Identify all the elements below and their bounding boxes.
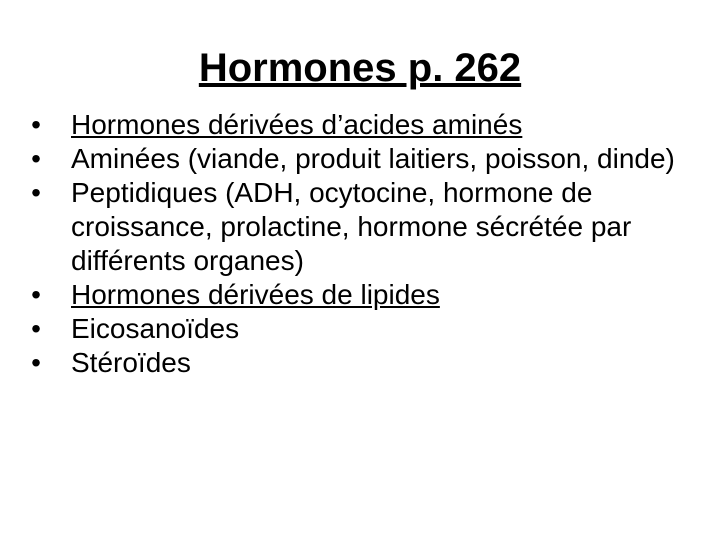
list-item	[26, 108, 706, 142]
bullet-icon: •	[31, 313, 41, 344]
bullet-icon: •	[31, 109, 41, 140]
bullet-text: Stéroïdes	[71, 347, 191, 378]
bullet-text: Aminées (viande, produit laitiers, poisson, dinde)	[71, 143, 675, 174]
bullet-text: Eicosanoïdes	[71, 313, 240, 344]
bullet-icon: •	[31, 347, 41, 378]
bullet-icon: •	[31, 177, 41, 208]
bullet-icon: •	[31, 143, 41, 174]
bullet-list	[26, 108, 706, 380]
bullet-icon: •	[31, 279, 41, 310]
list-item	[26, 176, 706, 278]
list-item	[26, 142, 706, 176]
bullet-text: Hormones dérivées d’acides aminés	[71, 109, 523, 140]
bullet-text: Peptidiques (ADH, ocytocine, hormone de croissance, prolactine, hormone sécrétée par différents organes)	[71, 177, 632, 276]
bullet-text: Hormones dérivées de lipides	[71, 279, 440, 310]
list-item	[26, 346, 706, 380]
slide-title: Hormones p. 262	[198, 46, 522, 90]
list-item	[26, 278, 706, 312]
list-item	[26, 312, 706, 346]
